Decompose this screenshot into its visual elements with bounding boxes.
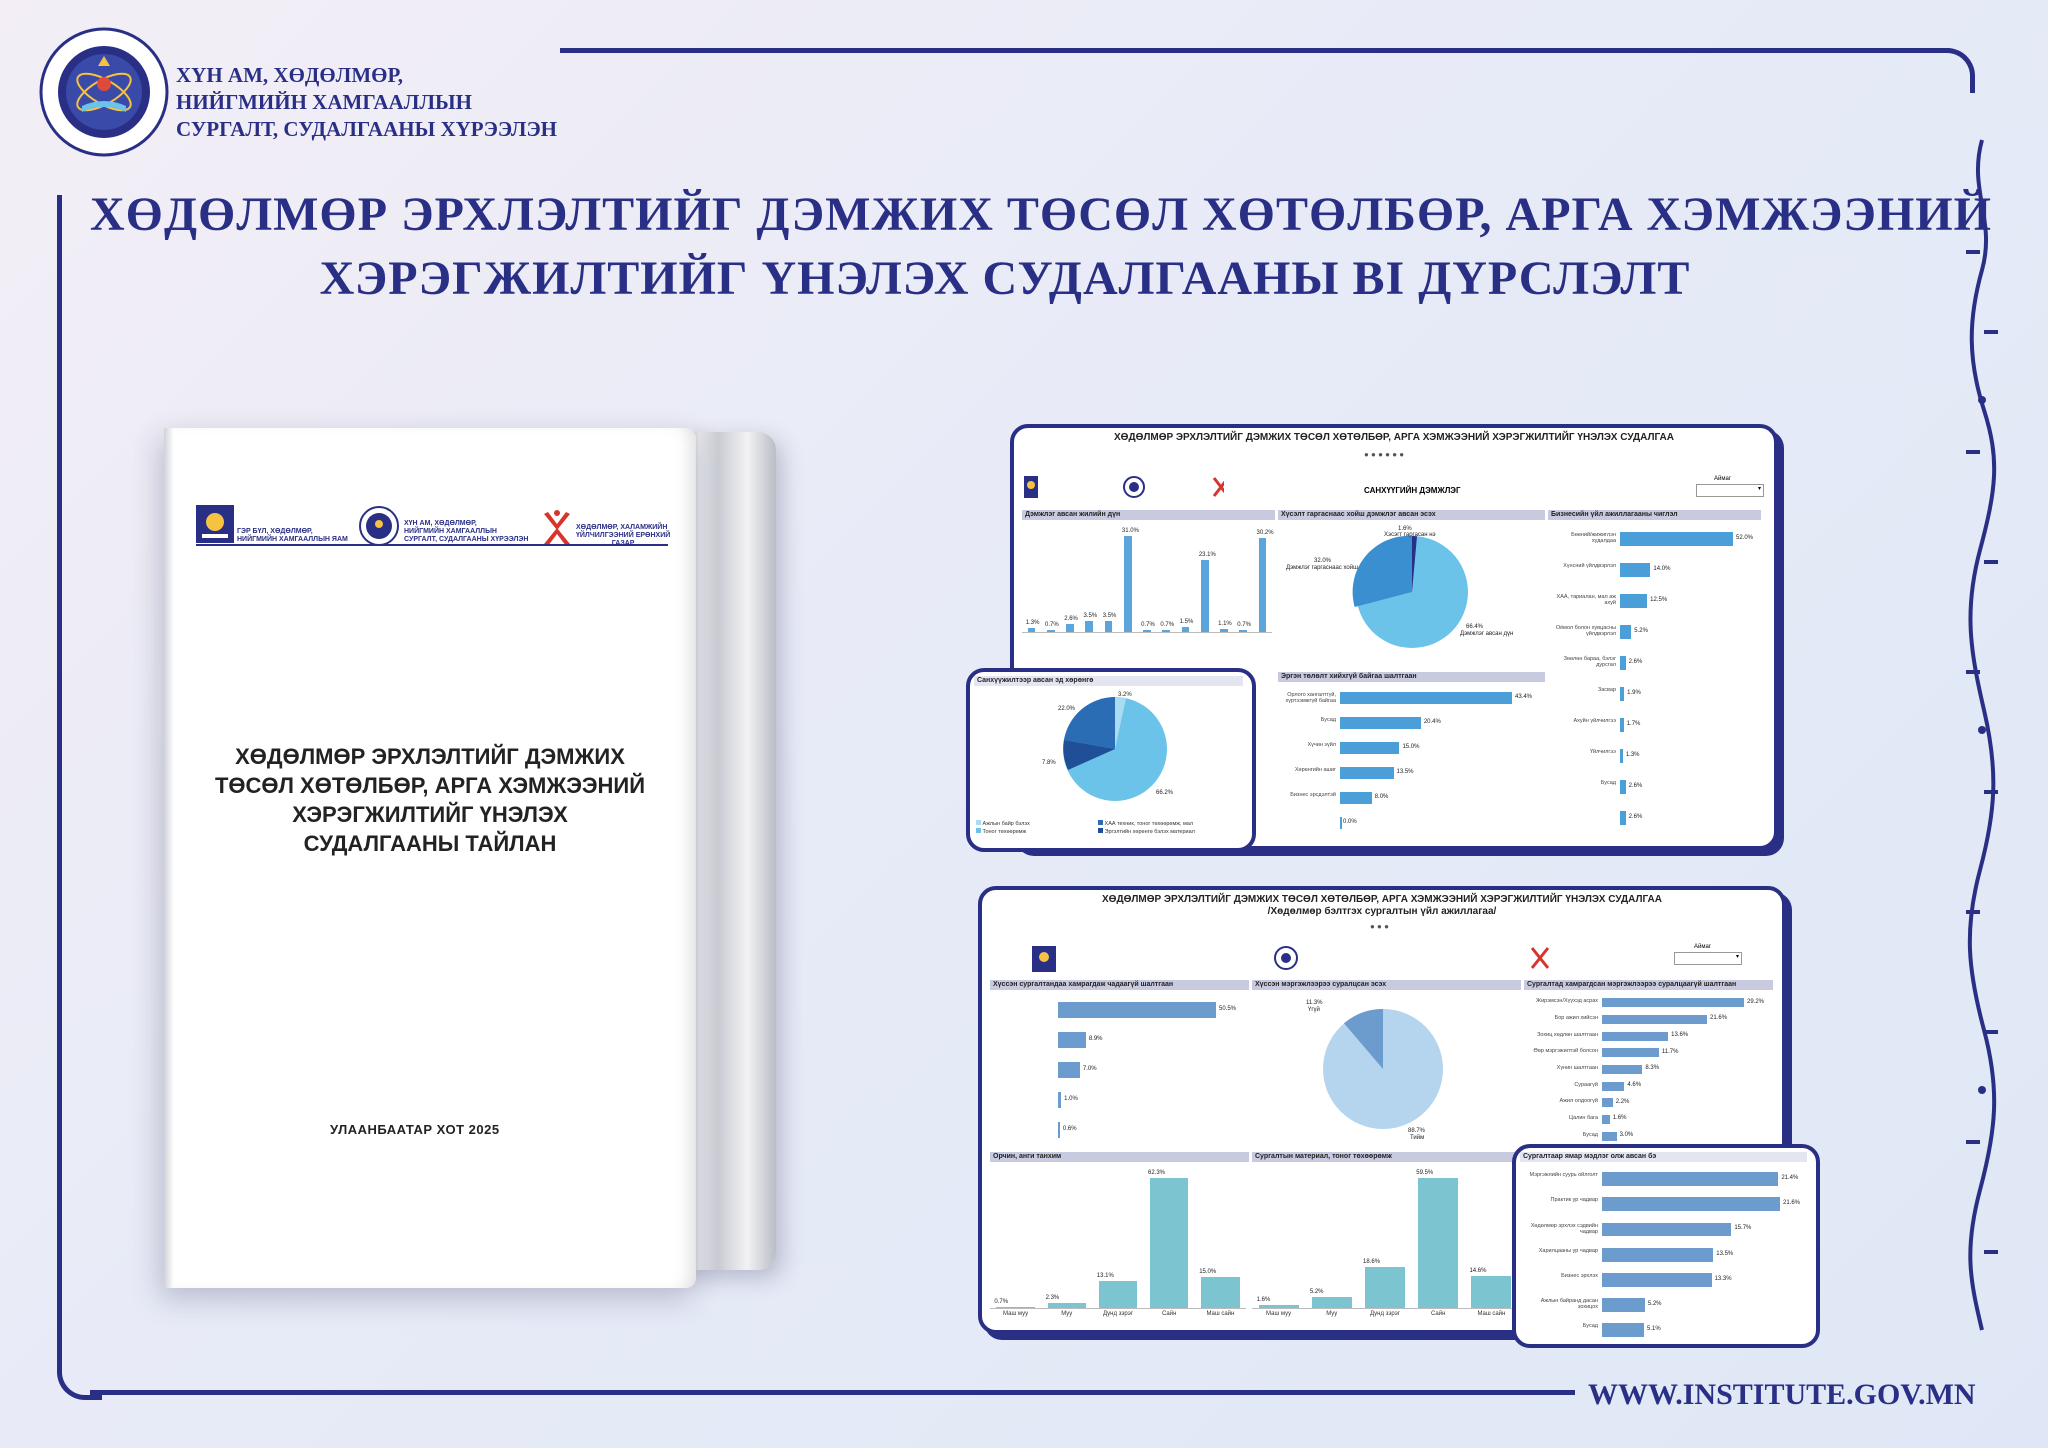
dashboard1-chart4-title: Эргэн төлөлт хийхгүй байгаа шалтгаан xyxy=(1278,672,1545,682)
d2c6-bar-1 xyxy=(1602,1197,1780,1211)
d2c3-value-5: 4.6% xyxy=(1627,1082,1642,1089)
d2c3-value-3: 11.7% xyxy=(1661,1048,1679,1055)
d2c3-bar-8 xyxy=(1602,1132,1617,1141)
d1c3-value-8: 2.6% xyxy=(1628,782,1643,789)
d1c1-value-8: 1.5% xyxy=(1179,619,1194,626)
d2c6-value-4: 13.3% xyxy=(1714,1275,1732,1282)
d2c3-cat-0: Жирэмсэн/Хүүхэд асрах xyxy=(1536,998,1598,1005)
d2c5-value-1: 5.2% xyxy=(1309,1288,1324,1295)
frame-top-right-corner xyxy=(1930,48,1975,93)
d1c3-cat-8: Бусад xyxy=(1600,779,1616,786)
d1c3-bar-0 xyxy=(1620,532,1733,546)
d1c4-bar-0 xyxy=(1340,692,1512,704)
d2c5-bar-4 xyxy=(1471,1276,1511,1308)
legend-label-1: Ажлын байр бэлэх xyxy=(982,821,1030,827)
d2c5-bar-3 xyxy=(1418,1178,1458,1308)
d2c5-cat-4: Маш сайн xyxy=(1477,1311,1506,1317)
d1c4-value-3: 13.5% xyxy=(1396,769,1414,776)
dashboard2-chart1-title: Хүссэн сургалтандаа хамрагдаж чадаагүй шалтгаан xyxy=(990,980,1249,990)
d2c6-cat-0: Мэргэжлийн суурь ойлголт xyxy=(1529,1172,1598,1179)
d2c3-value-7: 1.6% xyxy=(1612,1115,1627,1122)
institute-small-seal-icon xyxy=(358,505,400,547)
d1c2-label-2: Хэсэгт гаргасан нэ xyxy=(1384,532,1436,538)
d1c4-value-1: 20.4% xyxy=(1423,719,1441,726)
d1c4-value-5: 0.0% xyxy=(1343,819,1357,826)
cover-logo3-line-2: ҮЙЛЧИЛГЭЭНИЙ ЕРӨНХИЙ xyxy=(576,532,671,539)
page-title xyxy=(90,183,1992,311)
d2c3-cat-4: Хүнин шалтгаан xyxy=(1556,1064,1598,1071)
d2c3-value-2: 13.6% xyxy=(1671,1032,1689,1039)
d2c1-bar-4 xyxy=(1058,1122,1060,1139)
d2c3-bar-6 xyxy=(1602,1098,1613,1107)
d1c3-bar-6 xyxy=(1620,718,1624,732)
d1c1-value-10: 1.1% xyxy=(1218,620,1232,627)
d1c3-bar-5 xyxy=(1620,687,1624,701)
d1c1-axis xyxy=(1022,632,1272,633)
d2c1-value-2: 7.0% xyxy=(1082,1065,1097,1072)
d1c4-value-2: 15.0% xyxy=(1402,744,1420,751)
d1c1-value-5: 31.0% xyxy=(1121,528,1139,534)
dashboard1-assets-pie-panel xyxy=(966,668,1256,852)
d1c3-bar-3 xyxy=(1620,625,1631,639)
d1c3-value-2: 12.5% xyxy=(1650,596,1668,603)
d1c3-value-4: 2.6% xyxy=(1628,658,1643,665)
dashboard1-pie-chart xyxy=(1352,532,1472,652)
d2c6-bar-2 xyxy=(1602,1223,1731,1237)
d1c1-value-11: 0.7% xyxy=(1237,621,1251,628)
d1c3-cat-3: Оёмол болон хувцасны үйлдвэрлэл xyxy=(1555,624,1616,637)
d1-pie-label-1: 22.0% xyxy=(1058,706,1076,712)
d1c1-bar-2 xyxy=(1066,624,1074,632)
d1c1-value-3: 3.5% xyxy=(1083,613,1098,620)
book-title-line-3: ХЭРЭГЖИЛТИЙГ ҮНЭЛЭХ xyxy=(292,802,568,827)
d1c1-value-0: 1.3% xyxy=(1025,619,1040,626)
d2c6-bar-6 xyxy=(1602,1323,1644,1337)
d1c1-bar-12 xyxy=(1259,538,1267,632)
d2c3-bar-4 xyxy=(1602,1065,1642,1074)
page-title-line-1: ХӨДӨЛМӨР ЭРХЛЭЛТИЙГ ДЭМЖИХ ТӨСӨЛ ХӨТӨЛБӨР, АРГА ХЭМЖЭЭНИЙ xyxy=(90,188,1992,241)
d1c3-bar-4 xyxy=(1620,656,1626,670)
dashboard1-logos xyxy=(1024,476,1224,502)
d1c4-cat-0: Орлого хангалтгүй, хүртээмжгүй байгаа xyxy=(1285,692,1336,705)
dashboard2-page-dots[interactable]: ● ● ● xyxy=(1370,922,1389,931)
d2c3-bar-2 xyxy=(1602,1032,1668,1041)
d2-knowledge-title: Сургалтаар ямар мэдлэг олж авсан бэ xyxy=(1520,1152,1807,1162)
d2c3-cat-1: Бор ажил хийсэн xyxy=(1554,1014,1598,1021)
d2c2-label-2: Үгүй xyxy=(1308,1007,1320,1013)
d1-pie-label-3: 7.8% xyxy=(1042,760,1056,766)
d2c3-bar-1 xyxy=(1602,1015,1707,1024)
d2c6-value-2: 15.7% xyxy=(1734,1225,1752,1232)
legend-item-1 xyxy=(976,820,1030,827)
d1c3-bar-7 xyxy=(1620,749,1623,763)
d1c1-value-1: 0.7% xyxy=(1045,621,1059,628)
legend-label-3: ХАА техник, тоног төхөөрөмж, мал xyxy=(1104,821,1194,827)
d2c6-cat-3: Харилцааны ур чадвар xyxy=(1538,1247,1598,1254)
d2c3-bar-5 xyxy=(1602,1082,1624,1091)
d1c3-cat-2: ХАА, тариалан, мал аж ахуй xyxy=(1556,593,1616,606)
d2c4-cat-2: Дунд зэрэг xyxy=(1102,1311,1134,1317)
cover-logo1-text xyxy=(237,528,348,544)
d2c4-value-1: 2.3% xyxy=(1045,1295,1060,1302)
dashboard2-chart3-title: Сургалтад хамрагдсан мэргэжлээрээ суралцаагүй шалтгаан xyxy=(1524,980,1773,990)
d1c4-value-4: 8.0% xyxy=(1374,794,1389,801)
chevron-down-icon: ▾ xyxy=(1757,486,1761,492)
d2c4-cat-4: Маш сайн xyxy=(1206,1311,1235,1317)
dashboard1-business-chart xyxy=(1548,524,1763,834)
d2c4-value-4: 15.0% xyxy=(1199,1268,1217,1275)
d2c6-value-3: 13.5% xyxy=(1716,1250,1734,1257)
d2c5-cat-1: Муу xyxy=(1326,1311,1338,1317)
legend-item-2 xyxy=(976,828,1026,835)
cover-logo2-text xyxy=(404,520,528,544)
dashboard1-title: ХӨДӨЛМӨР ЭРХЛЭЛТИЙГ ДЭМЖИХ ТӨСӨЛ ХӨТӨЛБӨР, АРГА ХЭМЖЭЭНИЙ ХЭРЭГЖИЛТИЙГ ҮНЭЛЭХ СУДАЛГАА xyxy=(1114,432,1674,443)
d2c4-value-0: 0.7% xyxy=(994,1298,1009,1305)
d1c1-value-12: 30.2% xyxy=(1256,530,1274,537)
d2c4-bar-4 xyxy=(1201,1277,1239,1308)
d2c5-value-2: 18.6% xyxy=(1363,1259,1381,1266)
book-title-line-2: ТӨСӨЛ ХӨТӨЛБӨР, АРГА ХЭМЖЭЭНИЙ xyxy=(214,773,646,798)
mongolian-script-decoration xyxy=(1958,130,2006,1340)
d2c1-bar-3 xyxy=(1058,1092,1061,1109)
page-title-line-2: ХЭРЭГЖИЛТИЙГ ҮНЭЛЭХ СУДАЛГААНЫ BI ДҮРСЛЭЛТ xyxy=(319,252,1691,305)
dashboard2-knowledge-panel xyxy=(1512,1144,1820,1348)
institute-name-line-3: СУРГАЛТ, СУДАЛГААНЫ ХҮРЭЭЛЭН xyxy=(176,117,558,141)
book-spine xyxy=(164,428,174,1288)
legend-item-4 xyxy=(1098,828,1195,835)
d1c2-label-6: Дэмжлэг авсан дүн xyxy=(1460,631,1514,637)
d1c3-value-3: 5.2% xyxy=(1634,627,1648,634)
dashboard2-chart2-title: Хүссэн мэргэжлээрээ суралцсан эсэх xyxy=(1252,980,1521,990)
cover-logo2-line-3: СУРГАЛТ, СУДАЛГААНЫ ХҮРЭЭЛЭН xyxy=(404,536,529,543)
cover-logo3-line-1: ХӨДӨЛМӨР, ХАЛАМЖИЙН xyxy=(576,524,668,531)
d2c3-cat-8: Бусад xyxy=(1582,1131,1598,1138)
d1c1-value-2: 2.6% xyxy=(1064,615,1078,622)
d2c3-cat-3: Өөр мэргэжилтэй болсон xyxy=(1533,1048,1598,1055)
d2c4-cat-1: Муу xyxy=(1061,1311,1073,1317)
d1c3-bar-9 xyxy=(1620,811,1626,825)
institute-name-line-2: НИЙГМИЙН ХАМГААЛЛЫН xyxy=(176,90,472,114)
d2c5-value-4: 14.6% xyxy=(1469,1268,1487,1275)
d2c4-axis xyxy=(990,1308,1246,1309)
dashboard2-pie-chart xyxy=(1320,1006,1446,1132)
report-book-cover xyxy=(164,428,696,1288)
dashboard2-title: ХӨДӨЛМӨР ЭРХЛЭЛТИЙГ ДЭМЖИХ ТӨСӨЛ ХӨТӨЛБӨР, АРГА ХЭМЖЭЭНИЙ ХЭРЭГЖИЛТИЙГ ҮНЭЛЭХ СУДАЛГАА xyxy=(1102,894,1662,905)
dashboard1-page-dots[interactable]: ● ● ● ● ● ● xyxy=(1364,450,1405,459)
d1c3-bar-8 xyxy=(1620,780,1626,794)
d2c2-label-4: Тийм xyxy=(1410,1135,1425,1141)
chevron-down-icon: ▾ xyxy=(1735,954,1739,960)
dashboard2-filter-label: Аймаг xyxy=(1694,944,1712,950)
cover-logo2-line-1: ХҮН АМ, ХӨДӨЛМӨР, xyxy=(404,520,477,527)
d2c6-cat-4: Бизнес эрхлэх xyxy=(1561,1272,1598,1279)
d1c4-cat-1: Бусад xyxy=(1320,717,1336,724)
dashboard1-chart3-title: Бизнесийн үйл ажиллагааны чиглэл xyxy=(1548,510,1761,520)
dashboard2-chart5-title: Сургалтын материал, тоног төхөөрөмж xyxy=(1252,1152,1521,1162)
d2c6-bar-4 xyxy=(1602,1273,1712,1287)
d1c3-value-1: 14.0% xyxy=(1653,565,1671,572)
d1c3-value-5: 1.9% xyxy=(1627,689,1641,696)
legend-label-4: Эргэлтийн хөрөнгө бэлэх материал xyxy=(1104,829,1195,835)
d2c6-cat-6: Бусад xyxy=(1582,1323,1598,1330)
dashboard1-repayment-chart xyxy=(1278,686,1542,836)
dashboard1-filter-label: Аймаг xyxy=(1714,476,1732,482)
dashboard1-chart1-title: Дэмжлэг авсан жилийн дүн xyxy=(1022,510,1275,520)
d1c3-cat-4: Зөөлөн бараа, бэлэг дурсгал xyxy=(1563,655,1616,668)
d2c4-value-3: 62.3% xyxy=(1148,1170,1166,1176)
d2c2-label-3: 88.7% xyxy=(1408,1128,1426,1134)
d2c5-bar-2 xyxy=(1365,1267,1405,1308)
d2c5-axis xyxy=(1252,1308,1518,1309)
d1c3-value-9: 2.6% xyxy=(1628,813,1643,820)
frame-top-line xyxy=(560,48,1950,53)
dashboard2-classroom-chart xyxy=(990,1166,1246,1322)
d2c3-value-8: 3.0% xyxy=(1619,1132,1634,1139)
d2c4-cat-3: Сайн xyxy=(1161,1311,1177,1317)
d1c3-cat-7: Үйлчилгээ xyxy=(1590,748,1616,755)
book-title-line-1: ХӨДӨЛМӨР ЭРХЛЭЛТИЙГ ДЭМЖИХ xyxy=(235,744,625,769)
legend-item-3 xyxy=(1098,820,1193,827)
dashboard1-section-title: САНХҮҮГИЙН ДЭМЖЛЭГ xyxy=(1364,486,1461,495)
d1c1-value-7: 0.7% xyxy=(1160,621,1175,628)
d1c2-label-5: 66.4% xyxy=(1466,624,1484,630)
d2c1-value-4: 0.6% xyxy=(1062,1125,1077,1132)
d2c6-bar-3 xyxy=(1602,1248,1713,1262)
d2c3-cat-7: Цалин бага xyxy=(1568,1114,1598,1121)
dashboard2-subtitle: /Хөдөлмөр бэлтгэх сургалтын үйл ажиллагаа/ xyxy=(1267,906,1497,917)
d2c5-value-0: 1.6% xyxy=(1256,1296,1271,1303)
d1c4-bar-5 xyxy=(1340,817,1342,829)
legend-label-2: Тоног төхөөрөмж xyxy=(982,829,1027,835)
d2c4-bar-3 xyxy=(1150,1178,1188,1308)
d1c1-value-4: 3.5% xyxy=(1102,613,1117,620)
d2c5-cat-3: Сайн xyxy=(1430,1311,1446,1317)
dashboard2-filter-dropdown[interactable] xyxy=(1674,952,1742,965)
cover-logo2-line-2: НИЙГМИЙН ХАМГААЛЛЫН xyxy=(404,528,497,535)
d1c4-bar-1 xyxy=(1340,717,1421,729)
dashboard2-chart4-title: Орчин, анги танхим xyxy=(990,1152,1249,1162)
d2c6-bar-0 xyxy=(1602,1172,1778,1186)
d2c3-bar-0 xyxy=(1602,998,1744,1007)
institute-name xyxy=(176,62,557,143)
d2c1-bar-0 xyxy=(1058,1002,1216,1019)
d1-pie-label-4: 66.2% xyxy=(1156,790,1174,796)
d1c3-cat-1: Хүнсний үйлдвэрлэл xyxy=(1563,562,1616,569)
d2c3-bar-7 xyxy=(1602,1115,1610,1124)
institute-name-line-1: ХҮН АМ, ХӨДӨЛМӨР, xyxy=(176,63,403,87)
labor-welfare-agency-icon xyxy=(540,508,574,548)
d2c6-bar-5 xyxy=(1602,1298,1645,1312)
d1c3-value-7: 1.3% xyxy=(1625,751,1640,758)
dashboard1-filter-dropdown[interactable] xyxy=(1696,484,1764,497)
d2c5-cat-0: Маш муу xyxy=(1266,1311,1292,1317)
d2c2-label-1: 11.3% xyxy=(1306,1000,1323,1006)
d2c6-cat-5: Ажлын байранд дасан зохицох xyxy=(1540,1298,1598,1310)
dashboard2-reason-chart xyxy=(990,994,1246,1144)
d1c3-value-0: 52.0% xyxy=(1736,534,1754,541)
frame-left-line xyxy=(57,195,62,1365)
dashboard2-knowledge-chart xyxy=(1520,1166,1810,1342)
d1c4-cat-3: Хөрөнгийн ашиг xyxy=(1294,767,1336,774)
d2c3-cat-2: Зохиц хөдлөн шалтгаан xyxy=(1537,1031,1598,1038)
frame-bottom-line xyxy=(90,1390,1575,1395)
dashboard1-chart2-title: Хүсэлт гаргаснаас хойш дэмжлэг авсан эсэх xyxy=(1278,510,1545,520)
d1c4-value-0: 43.4% xyxy=(1515,694,1533,701)
website-url[interactable]: WWW.INSTITUTE.GOV.MN xyxy=(1588,1378,1976,1411)
d2c1-value-1: 8.9% xyxy=(1088,1035,1103,1042)
dashboard2-materials-chart xyxy=(1252,1166,1518,1322)
d1c2-label-4: Дэмжлэг гаргаснаас хойш xyxy=(1286,565,1358,571)
book-title xyxy=(180,742,680,858)
d1-pie-label-2: 3.2% xyxy=(1118,692,1132,698)
d2c1-value-0: 50.5% xyxy=(1219,1005,1237,1012)
d1c4-bar-3 xyxy=(1340,767,1394,779)
institute-seal-icon xyxy=(38,26,170,158)
d1c3-cat-6: Ахуйн үйлчилгээ xyxy=(1573,717,1616,724)
d2c6-value-5: 5.2% xyxy=(1647,1300,1662,1307)
d2c5-cat-2: Дунд зэрэг xyxy=(1369,1311,1401,1317)
d1c3-bar-1 xyxy=(1620,563,1650,577)
dashboard2-not-studied-chart xyxy=(1524,994,1774,1144)
d2c5-value-3: 59.5% xyxy=(1416,1170,1434,1176)
d2c3-bar-3 xyxy=(1602,1048,1659,1057)
d2c3-value-0: 29.2% xyxy=(1747,998,1765,1005)
d2c3-cat-5: Сураагүй xyxy=(1574,1081,1598,1088)
d1c4-cat-4: Бизнес эрсдэлтэй xyxy=(1290,792,1336,799)
d2c6-cat-2: Хөдөлмөр эрхлэх сэдвийн чадвар xyxy=(1530,1222,1598,1235)
d2c6-cat-1: Практик ур чадвар xyxy=(1550,1197,1598,1204)
d2c3-value-4: 8.3% xyxy=(1645,1065,1660,1072)
d2c3-cat-6: Ажил олдоогүй xyxy=(1559,1098,1598,1105)
d1c1-value-6: 0.7% xyxy=(1141,621,1155,628)
book-city-year: УЛААНБААТАР ХОТ 2025 xyxy=(330,1122,500,1137)
d1c4-bar-4 xyxy=(1340,792,1372,804)
d2c3-value-1: 21.6% xyxy=(1710,1015,1728,1022)
d2c5-bar-1 xyxy=(1312,1297,1352,1308)
book-title-line-4: СУДАЛГААНЫ ТАЙЛАН xyxy=(303,831,557,856)
cover-logo1-line-2: НИЙГМИЙН ХАМГААЛЛЫН ЯАМ xyxy=(237,536,348,543)
d1c2-label-1: 1.6% xyxy=(1398,526,1412,532)
d1-assets-pie xyxy=(1060,694,1170,804)
d2c6-value-6: 5.1% xyxy=(1647,1326,1661,1333)
d1c3-cat-0: Бөөний/жижиглэн худалдаа xyxy=(1571,531,1616,544)
d2c6-value-1: 21.6% xyxy=(1783,1200,1801,1207)
cover-divider xyxy=(196,544,668,546)
d2c4-value-2: 13.1% xyxy=(1096,1272,1114,1279)
d2c6-value-0: 21.4% xyxy=(1781,1175,1799,1182)
d1-pie-title: Санхүүжилтээр авсан эд хөрөнгө xyxy=(974,676,1243,686)
d1c2-label-3: 32.0% xyxy=(1314,558,1332,564)
d2c3-value-6: 2.2% xyxy=(1615,1098,1630,1105)
d1c3-cat-5: Засвар xyxy=(1597,686,1616,693)
d2c4-cat-0: Маш муу xyxy=(1003,1311,1029,1317)
d2c1-bar-1 xyxy=(1058,1032,1086,1049)
mongolia-emblem-icon xyxy=(196,505,234,543)
d1c1-bar-9 xyxy=(1201,560,1209,632)
d1c4-bar-2 xyxy=(1340,742,1399,754)
d2c1-value-3: 1.0% xyxy=(1064,1095,1078,1102)
cover-logo1-line-1: ГЭР БҮЛ, ХӨДӨЛМӨР, xyxy=(237,528,313,535)
d1c1-bar-5 xyxy=(1124,536,1132,632)
dashboard1-bar-chart xyxy=(1022,524,1272,654)
dashboard2-logos xyxy=(1032,946,1652,974)
d1c1-bar-4 xyxy=(1105,621,1113,632)
d1c4-cat-2: Хүчин зүйл xyxy=(1307,742,1336,749)
d1c1-value-9: 23.1% xyxy=(1198,552,1216,559)
d2c4-bar-2 xyxy=(1099,1281,1137,1308)
d1c3-value-6: 1.7% xyxy=(1626,720,1641,727)
d1c1-bar-3 xyxy=(1085,621,1093,632)
d1c3-bar-2 xyxy=(1620,594,1647,608)
d2c1-bar-2 xyxy=(1058,1062,1080,1079)
